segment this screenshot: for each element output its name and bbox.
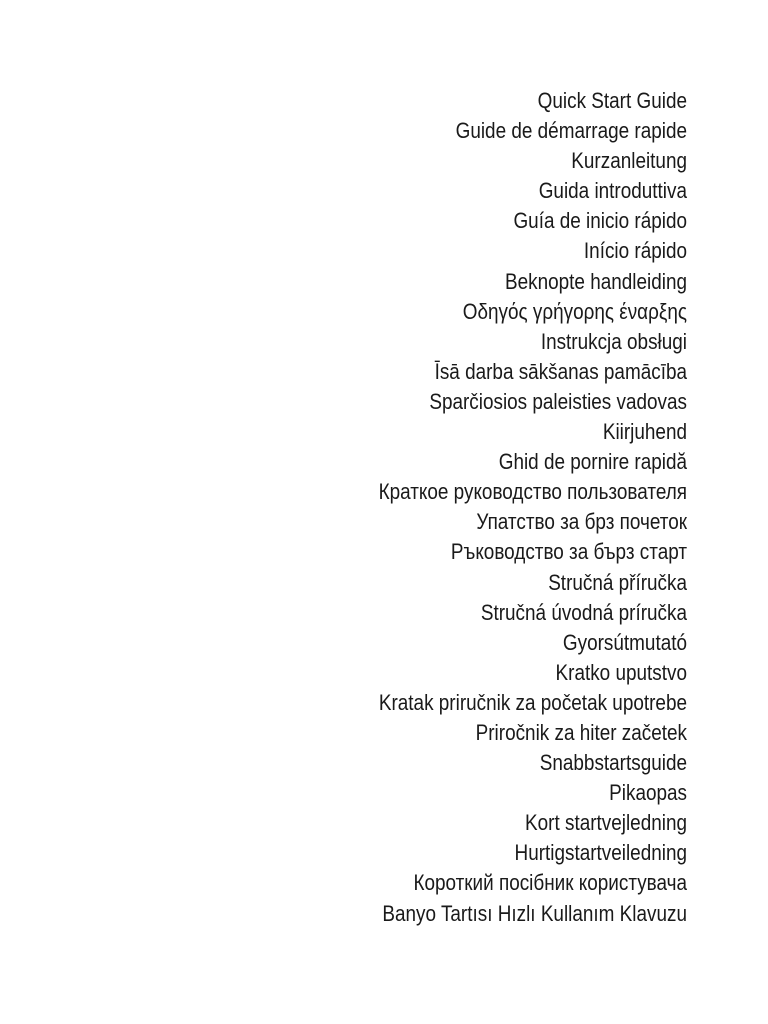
guide-title-sv: Snabbstartsguide: [539, 750, 687, 776]
guide-title-de: Kurzanleitung: [571, 148, 687, 174]
guide-title-lt: Sparčiosios paleisties vadovas: [429, 388, 687, 414]
guide-title-mk: Упатство за брз почеток: [476, 509, 687, 535]
guide-title-sl: Priročnik za hiter začetek: [475, 719, 687, 745]
guide-title-cs: Stručná příručka: [548, 569, 687, 595]
guide-title-da: Kort startvejledning: [525, 810, 687, 836]
guide-title-nl: Beknopte handleiding: [505, 268, 687, 294]
guide-title-lv: Īsā darba sākšanas pamācība: [434, 358, 687, 384]
guide-title-hu: Gyorsútmutató: [562, 629, 687, 655]
guide-title-it: Guida introduttiva: [538, 178, 687, 204]
guide-title-sk: Stručná úvodná príručka: [480, 599, 687, 625]
guide-title-ro: Ghid de pornire rapidă: [498, 449, 687, 475]
guide-title-sr: Kratko uputstvo: [555, 659, 687, 685]
guide-title-et: Kiirjuhend: [602, 419, 687, 445]
guide-title-pt: Início rápido: [583, 238, 687, 264]
guide-title-el: Οδηγός γρήγορης έναρξης: [462, 298, 687, 324]
guide-title-ru: Краткое руководство пользователя: [378, 479, 687, 505]
guide-title-uk: Короткий посібник користувача: [413, 870, 687, 896]
guide-title-en: Quick Start Guide: [537, 88, 687, 113]
guide-title-bg: Ръководство за бърз старт: [450, 539, 687, 565]
guide-title-fr: Guide de démarrage rapide: [455, 118, 687, 144]
guide-title-no: Hurtigstartveiledning: [514, 840, 687, 866]
guide-title-pl: Instrukcja obsługi: [540, 328, 687, 354]
guide-title-tr: Banyo Tartısı Hızlı Kullanım Klavuzu: [382, 900, 687, 926]
guide-title-hr: Kratak priručnik za početak upotrebe: [378, 689, 687, 715]
guide-title-fi: Pikaopas: [609, 780, 687, 806]
guide-title-es: Guía de inicio rápido: [513, 208, 687, 234]
guide-title-list: [267, 86, 687, 929]
